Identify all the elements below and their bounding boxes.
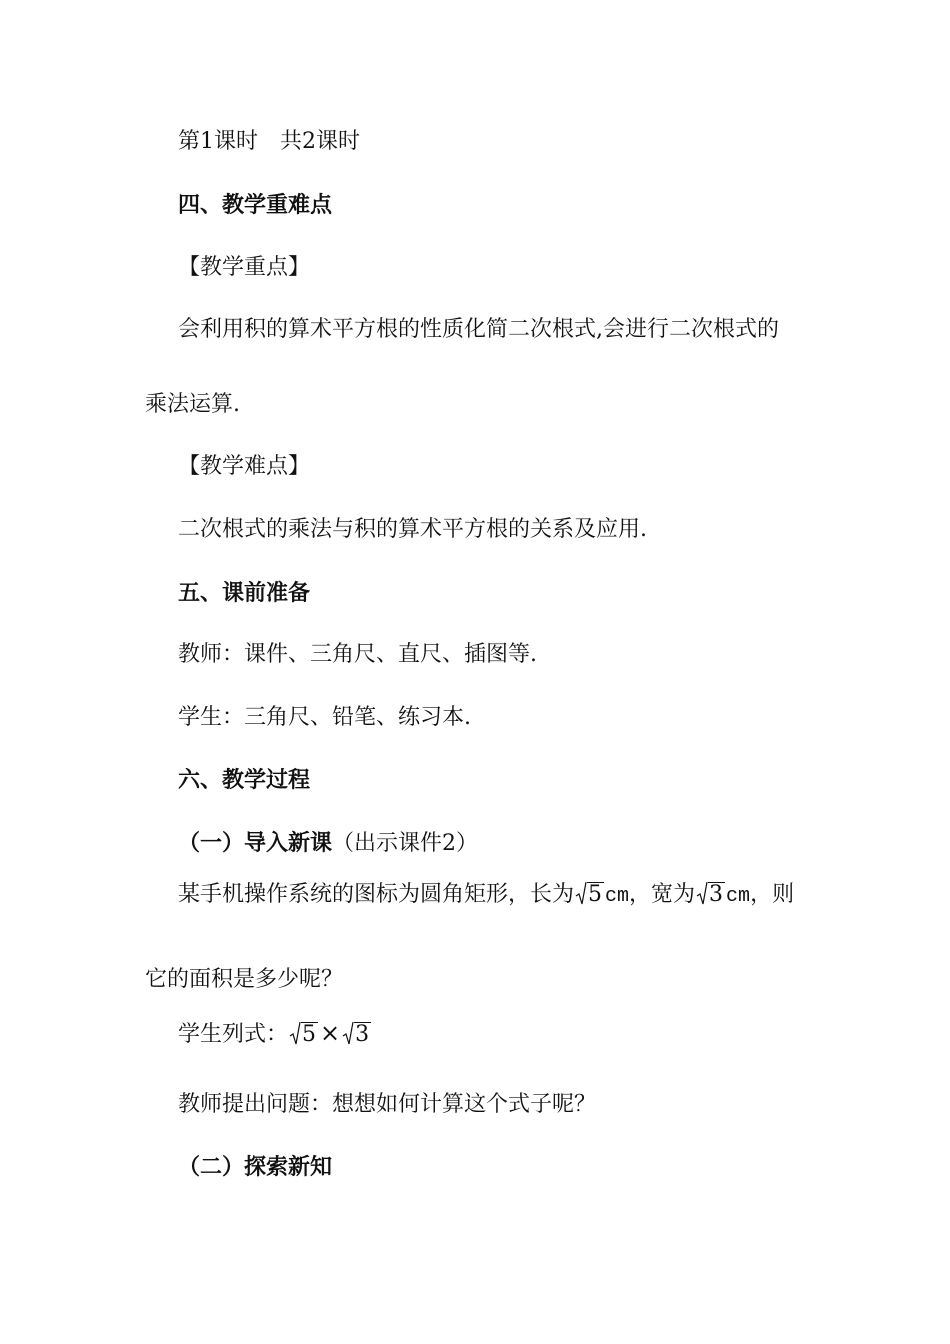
part1-note: （出示课件2） (332, 831, 479, 856)
session-info: 第1课时 共2课时 (178, 129, 360, 154)
unit-cm-1: cm (605, 885, 630, 908)
teacher-question: 教师提出问题：想想如何计算这个式子呢？ (178, 1092, 597, 1117)
section-heading-5: 五、课前准备 (178, 580, 311, 606)
key-point-text-line1: 会利用积的算术平方根的性质化简二次根式,会进行二次根式的 (178, 317, 779, 342)
radical-sign-icon (289, 1022, 301, 1046)
key-point-label: 【教学重点】 (178, 255, 311, 280)
teacher-prep: 教师：课件、三角尺、直尺、插图等. (178, 642, 537, 667)
expr-sqrt-3: 3 (342, 1020, 371, 1050)
unit-cm-2: cm (726, 885, 751, 908)
part1-heading (178, 828, 478, 859)
student-prep: 学生：三角尺、铅笔、练习本. (178, 705, 471, 730)
intro-line2: 它的面积是多少呢？ (145, 967, 344, 992)
intro-line1 (178, 880, 794, 912)
times-sign: × (320, 1019, 341, 1047)
expr-sqrt-5: 5 (289, 1020, 318, 1050)
part2-heading: （二）探索新知 (178, 1154, 333, 1180)
part1-title: （一）导入新课 (178, 830, 333, 856)
difficult-point-label: 【教学难点】 (178, 454, 311, 479)
student-expr-label: 学生列式： (178, 1022, 289, 1047)
intro-text-c: ，则 (750, 882, 795, 907)
radical-sign-icon (342, 1022, 354, 1046)
key-point-text-line2: 乘法运算. (145, 392, 240, 417)
radical-sign-icon (696, 882, 708, 906)
intro-text-b: ，宽为 (629, 882, 696, 907)
student-expression (178, 1018, 372, 1050)
radical-sign-icon (575, 882, 587, 906)
intro-text-a: 某手机操作系统的图标为圆角矩形，长为 (178, 882, 575, 907)
sqrt-3-width: 3 (696, 880, 725, 910)
sqrt-5-length: 5 (575, 880, 604, 910)
difficult-point-text: 二次根式的乘法与积的算术平方根的关系及应用. (178, 517, 647, 542)
section-heading-6: 六、教学过程 (178, 767, 311, 793)
section-heading-4: 四、教学重难点 (178, 192, 333, 218)
